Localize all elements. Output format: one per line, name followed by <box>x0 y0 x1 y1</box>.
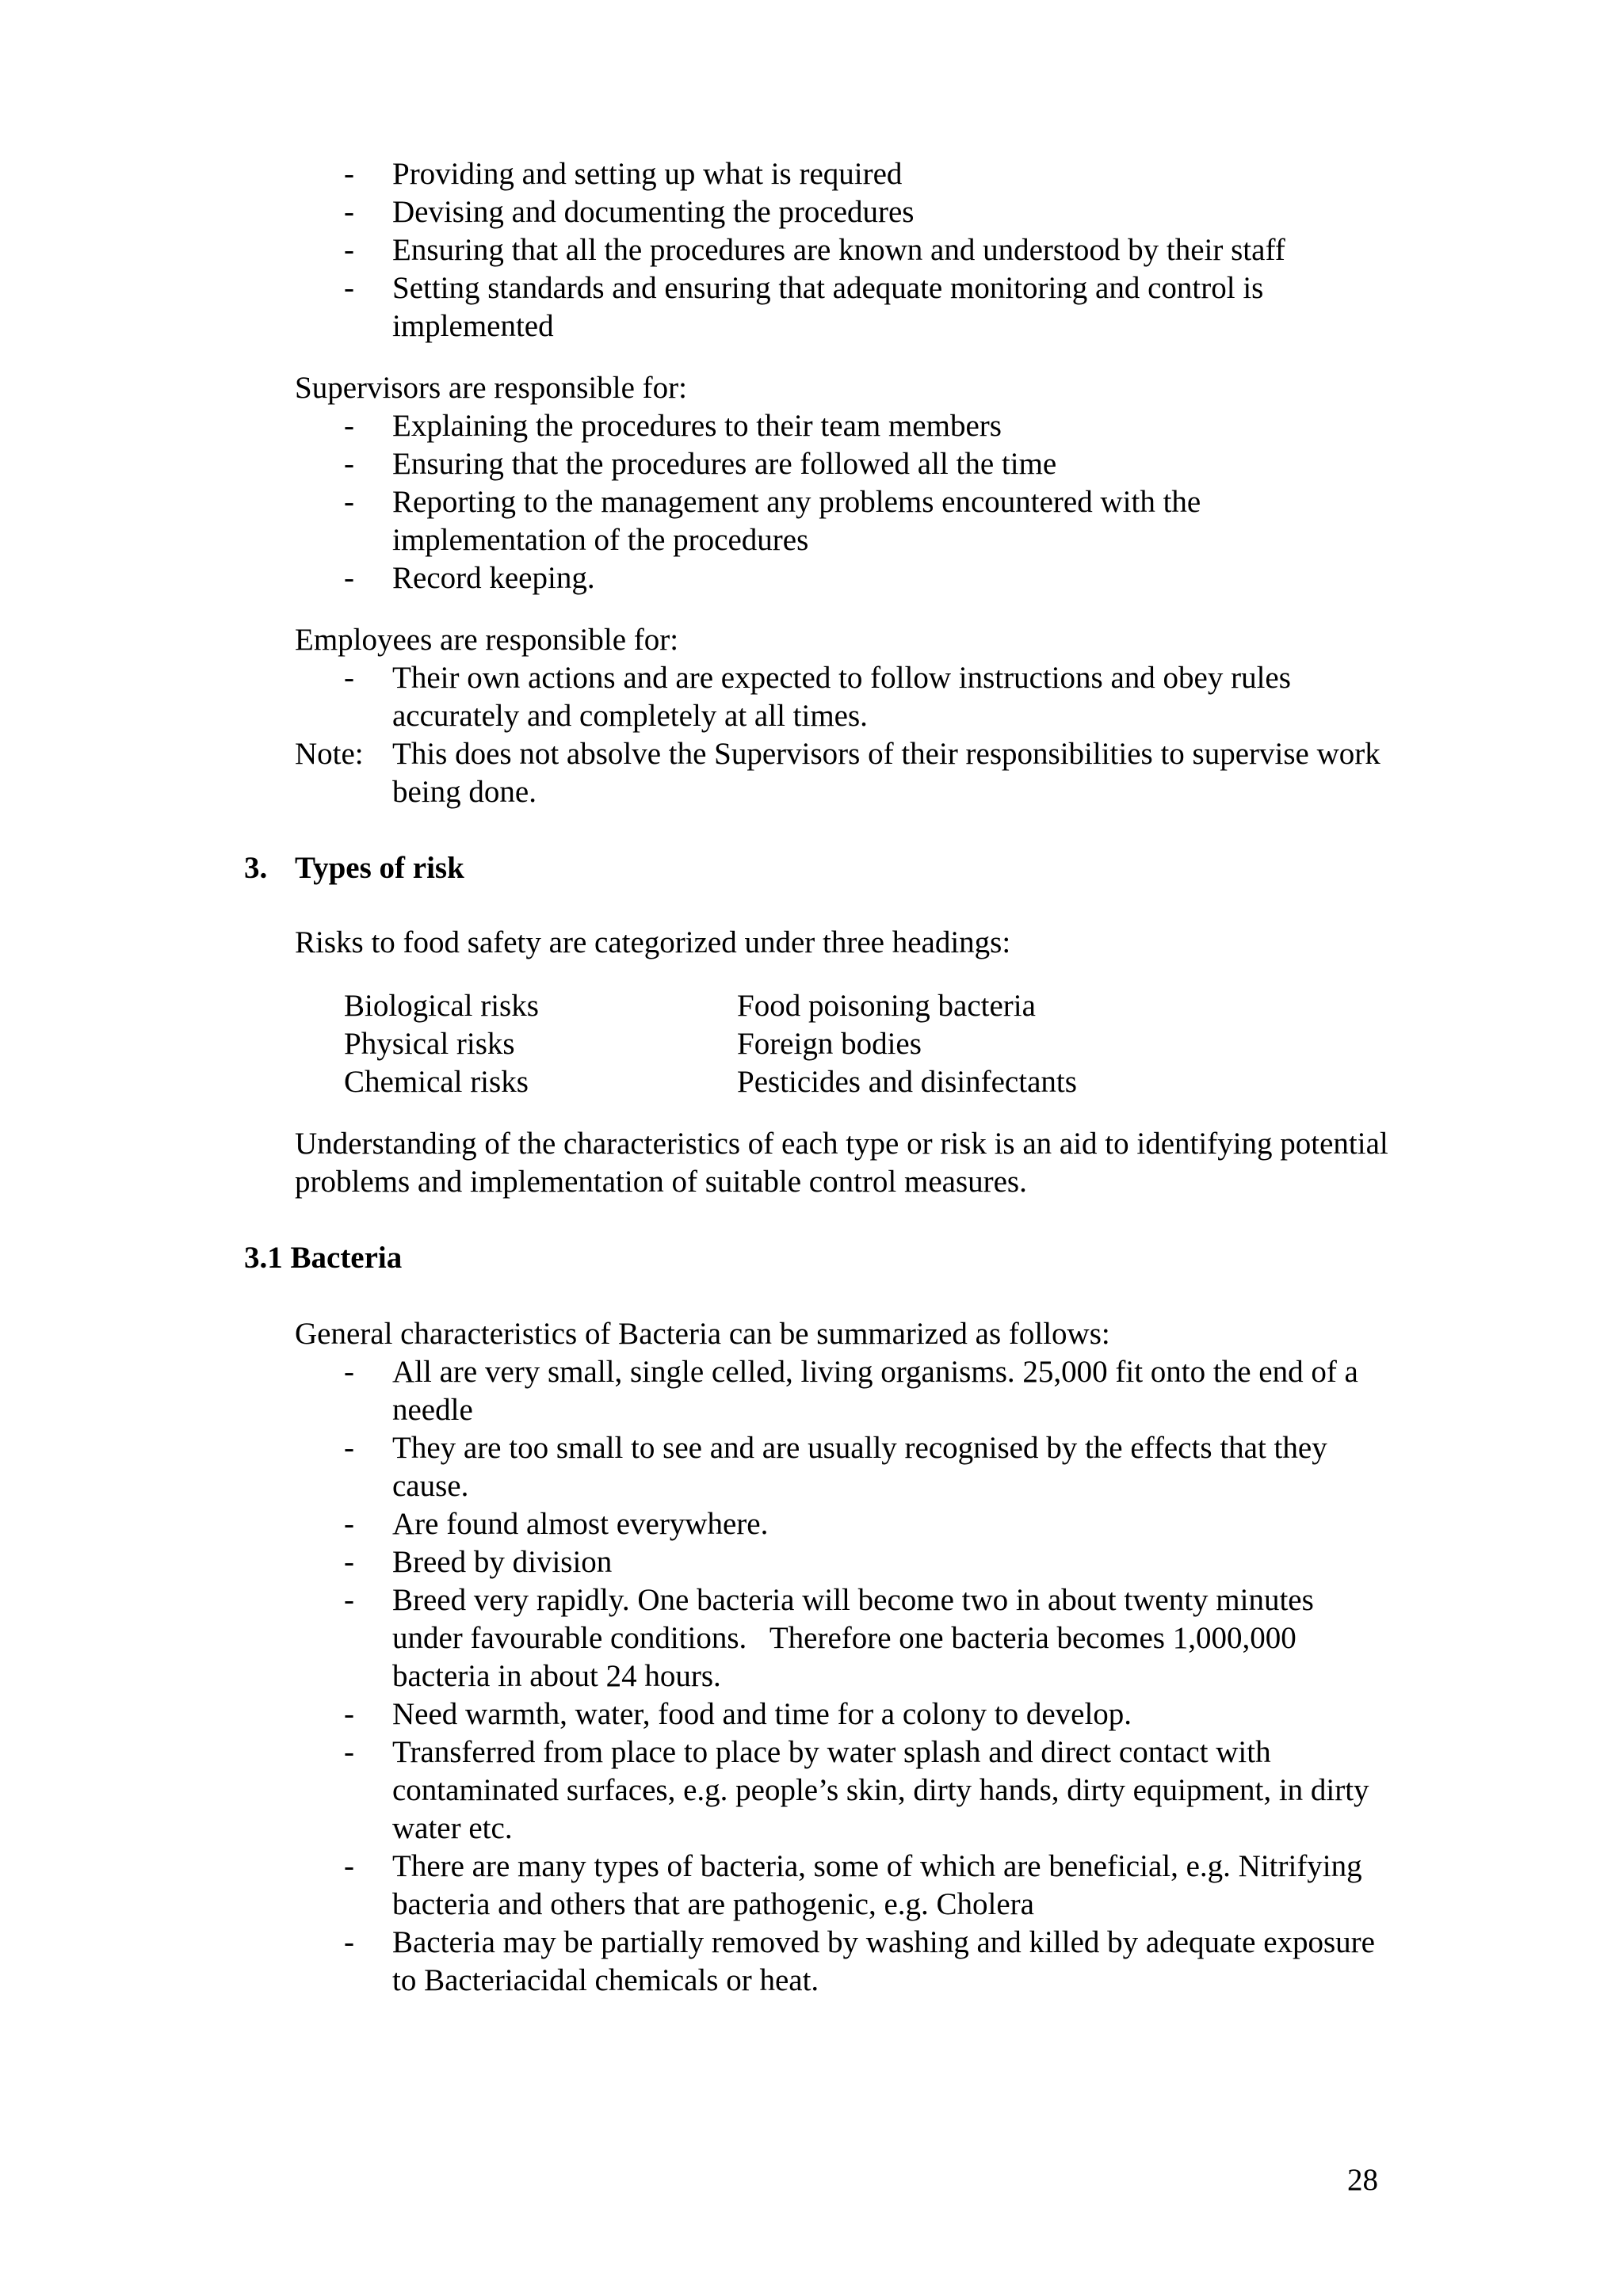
dash-bullet: - <box>344 447 354 481</box>
dash-bullet: - <box>344 1735 354 1769</box>
list-item: - Providing and setting up what is required <box>0 155 1383 193</box>
list-item: - They are too small to see and are usually recognised by the effects that they cause. <box>344 1431 1327 1503</box>
intro-list <box>0 155 1623 345</box>
list-item: - Need warmth, water, food and time for a colony to develop. <box>0 1695 1383 1733</box>
risk-category: Chemical risks <box>344 1065 529 1099</box>
dash-bullet: - <box>344 157 354 191</box>
dash-bullet: - <box>344 661 354 695</box>
dash-bullet: - <box>344 1583 354 1617</box>
supervisors-intro: Supervisors are responsible for: <box>295 371 687 405</box>
dash-bullet: - <box>344 1925 354 1959</box>
list-item: - Breed very rapidly. One bacteria will become two in about twenty minutes under favourable conditions. Therefore one bacteria becomes 1,000,000 bacteria in about 24 hours. <box>344 1583 1322 1693</box>
list-item: - Transferred from place to place by water splash and direct contact with contaminated surfaces, e.g. people’s skin, dirty hands, dirty equipment, in dirty water etc. <box>344 1735 1369 1845</box>
employees-intro: Employees are responsible for: <box>295 623 679 657</box>
dash-bullet: - <box>344 409 354 443</box>
section-3-1-heading <box>0 1239 1623 1277</box>
dash-bullet: - <box>344 1355 354 1389</box>
list-item: - Reporting to the management any problems encountered with the implementation of the procedures <box>344 485 1201 557</box>
list-item: - Ensuring that the procedures are followed all the time <box>0 445 1383 483</box>
dash-bullet: - <box>344 485 354 519</box>
dash-bullet: - <box>344 195 354 229</box>
dash-bullet: - <box>344 233 354 267</box>
note-text: This does not absolve the Supervisors of their responsibilities to supervise work being done. <box>392 737 1381 809</box>
list-item: - All are very small, single celled, living organisms. 25,000 fit onto the end of a needle <box>344 1355 1358 1427</box>
table-row <box>344 987 1077 1025</box>
bacteria-intro: General characteristics of Bacteria can be summarized as follows: <box>295 1317 1110 1351</box>
risk-category: Biological risks <box>344 989 539 1023</box>
list-item: - Bacteria may be partially removed by washing and killed by adequate exposure to Bacteriacidal chemicals or heat. <box>344 1925 1375 1997</box>
dash-bullet: - <box>344 1849 354 1883</box>
dash-bullet: - <box>344 1431 354 1465</box>
bacteria-list <box>0 1353 1623 2000</box>
risk-example: Pesticides and disinfectants <box>737 1065 1077 1099</box>
list-item: - Explaining the procedures to their team members <box>0 407 1383 445</box>
list-item: - Record keeping. <box>0 559 1383 597</box>
section-3-1-body <box>0 1315 1623 2000</box>
section-number: 3. <box>244 851 268 885</box>
dash-bullet: - <box>344 561 354 595</box>
list-item: - There are many types of bacteria, some of which are beneficial, e.g. Nitrifying bacteria and others that are pathogenic, e.g. Cholera <box>344 1849 1362 1921</box>
list-item: - Setting standards and ensuring that adequate monitoring and control is implemented <box>344 271 1264 343</box>
section-3-conclusion: Understanding of the characteristics of each type or risk is an aid to identifying potential problems and implementation of suitable control measures. <box>295 1127 1388 1199</box>
dash-bullet: - <box>344 1507 354 1541</box>
list-item: - Breed by division <box>0 1543 1383 1581</box>
table-row <box>344 1025 1077 1063</box>
list-item: - Their own actions and are expected to follow instructions and obey rules accurately and completely at all times. <box>344 661 1291 733</box>
list-item: - Are found almost everywhere. <box>0 1505 1383 1543</box>
section-title: Types of risk <box>295 851 464 885</box>
risks-table <box>344 987 1077 1101</box>
risk-category: Physical risks <box>344 1027 515 1061</box>
dash-bullet: - <box>344 1545 354 1579</box>
section-3-heading <box>0 849 1623 887</box>
intro-list-block <box>0 155 1623 345</box>
note-label: Note: <box>295 737 364 771</box>
risks-table-block <box>0 987 1623 1101</box>
table-row <box>344 1063 1077 1101</box>
dash-bullet: - <box>344 271 354 305</box>
risk-example: Food poisoning bacteria <box>737 989 1036 1023</box>
employees-block <box>0 621 1623 811</box>
section-3-conclusion-block <box>0 1125 1623 1201</box>
list-item: - Devising and documenting the procedures <box>0 193 1383 231</box>
note <box>0 735 1383 811</box>
subsection-title: 3.1 Bacteria <box>244 1241 403 1275</box>
section-3-intro-block <box>0 924 1623 962</box>
list-item: - Ensuring that all the procedures are known and understood by their staff <box>0 231 1383 269</box>
dash-bullet: - <box>344 1697 354 1731</box>
supervisors-block <box>0 369 1623 597</box>
risk-example: Foreign bodies <box>737 1027 922 1061</box>
supervisors-list <box>0 407 1623 597</box>
employees-list <box>0 659 1623 735</box>
section-3-intro: Risks to food safety are categorized under three headings: <box>295 925 1011 959</box>
page-number: 28 <box>1347 2163 1378 2197</box>
